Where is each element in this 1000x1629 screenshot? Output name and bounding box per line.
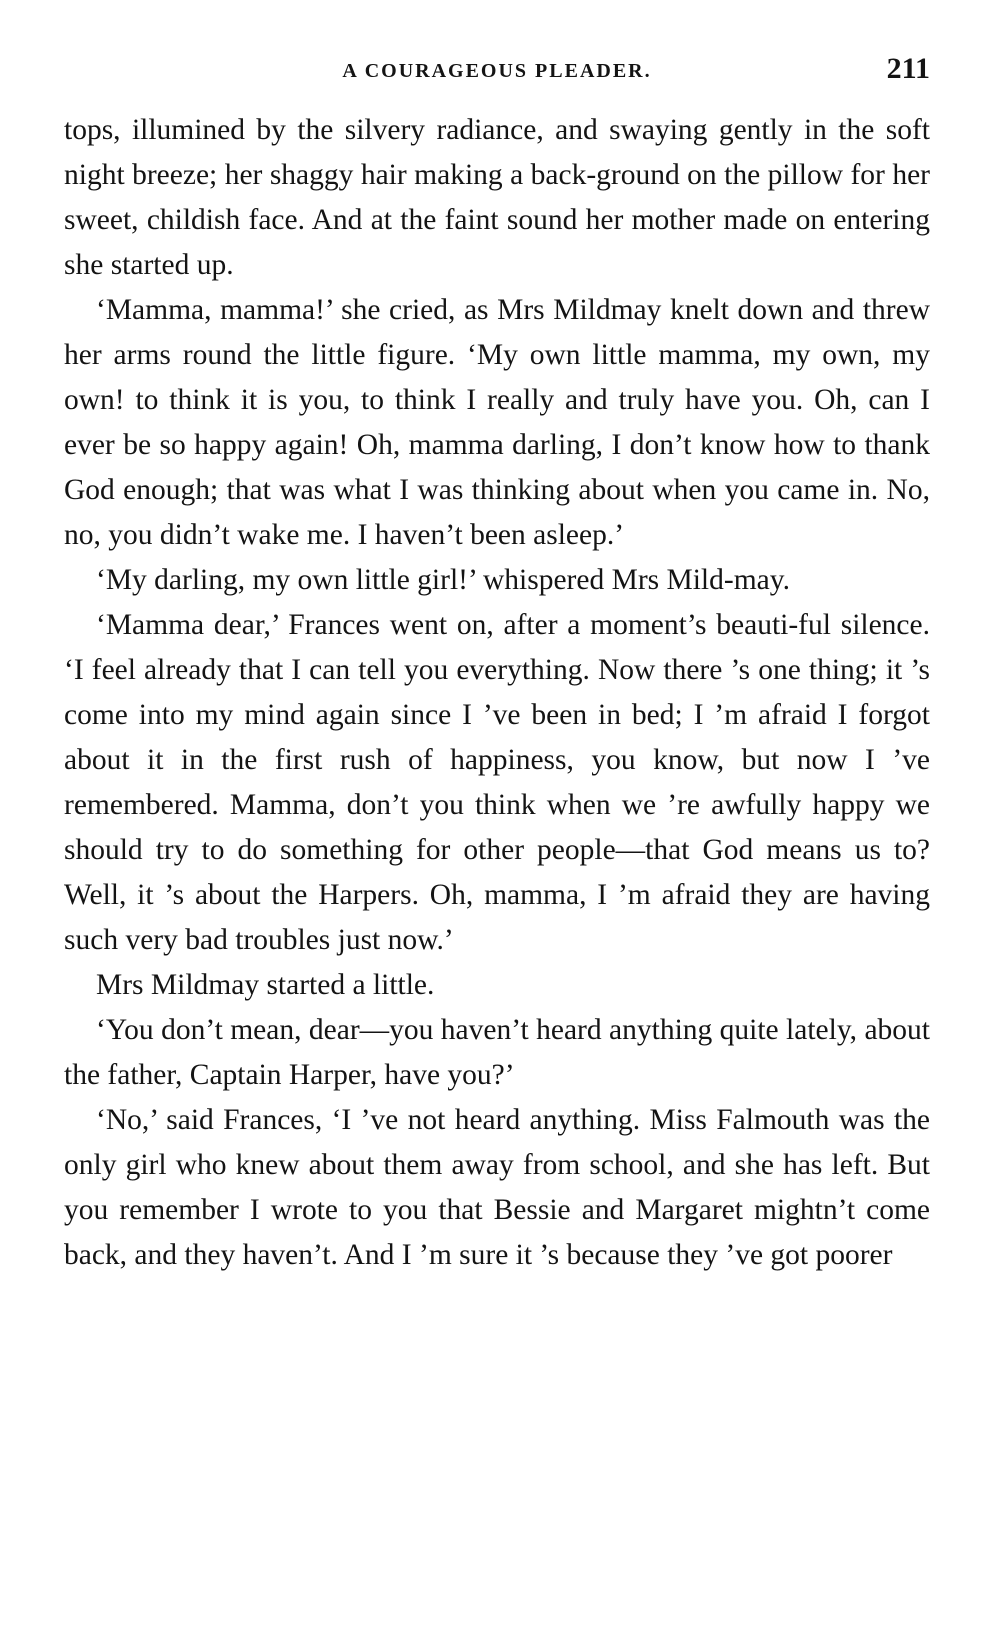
paragraph-7: ‘No,’ said Frances, ‘I ’ve not heard anything. Miss Falmouth was the only girl who knew about them away from school, and she has left. But you remember I wrote to you that Bessie and Margaret mightn’t come back, and they haven’t. And I ’m sure it ’s because they ’ve got poorer (64, 1104, 930, 1271)
paragraph-2: ‘Mamma, mamma!’ she cried, as Mrs Mildmay knelt down and threw her arms round the little figure. ‘My own little mamma, my own, my own! to think it is you, to think I really and truly have you. Oh, can I ever be so happy again! Oh, mamma darling, I don’t know how to thank God enough; that was what I was thinking about when you came in. No, no, you didn’t wake me. I haven’t been asleep.’ (64, 294, 930, 551)
running-title: A COURAGEOUS PLEADER. (342, 60, 652, 82)
paragraph-4: ‘Mamma dear,’ Frances went on, after a moment’s beauti-ful silence. ‘I feel already that I can tell you everything. Now there ’s one thing; it ’s come into my mind again since I ’ve been in bed; I ’m afraid I forgot about it in the first rush of happiness, you know, but now I ’ve remembered. Mamma, don’t you think when we ’re awfully happy we should try to do something for other people—that God means us to? Well, it ’s about the Harpers. Oh, mamma, I ’m afraid they are having such very bad troubles just now.’ (64, 609, 930, 956)
running-head (64, 52, 930, 92)
body-text (64, 108, 930, 1278)
page-number: 211 (886, 52, 930, 85)
paragraph-6: ‘You don’t mean, dear—you haven’t heard anything quite lately, about the father, Captain Harper, have you?’ (64, 1014, 930, 1091)
paragraph-5: Mrs Mildmay started a little. (96, 969, 435, 1001)
paragraph-3: ‘My darling, my own little girl!’ whispered Mrs Mild-may. (96, 564, 790, 596)
paragraph-1: tops, illumined by the silvery radiance, and swaying gently in the soft night breeze; her shaggy hair making a back-ground on the pillow for her sweet, childish face. And at the faint sound her mother made on entering she started up. (64, 114, 930, 281)
